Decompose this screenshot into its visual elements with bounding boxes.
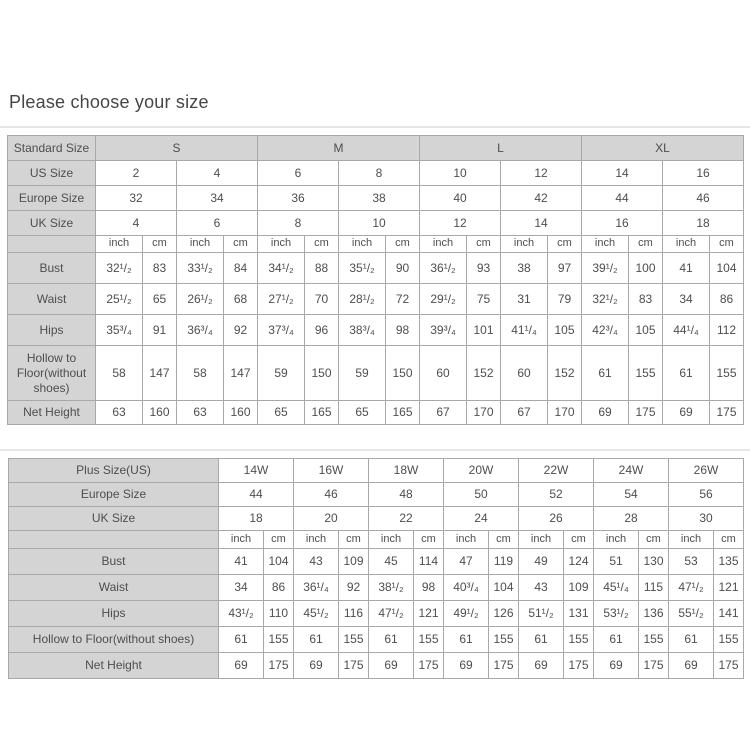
measure-value: 175	[414, 653, 444, 679]
measure-value: 84	[224, 253, 258, 284]
measure-value: 83	[629, 284, 663, 315]
measure-value: 58	[96, 346, 143, 401]
measure-value: 65	[258, 401, 305, 425]
unit-header-cm: cm	[305, 236, 339, 253]
measure-value: 26¹/₂	[177, 284, 224, 315]
measure-value: 131	[564, 601, 594, 627]
measure-value: 115	[639, 575, 669, 601]
size-value: 38	[339, 186, 420, 211]
size-value: 34	[177, 186, 258, 211]
size-value: 12	[420, 211, 501, 236]
size-value: 18W	[369, 459, 444, 483]
measure-value: 63	[96, 401, 143, 425]
measure-value: 119	[489, 549, 519, 575]
measure-value: 92	[339, 575, 369, 601]
measure-value: 112	[710, 315, 744, 346]
measure-value: 104	[710, 253, 744, 284]
size-row-label: Europe Size	[8, 186, 96, 211]
measure-value: 155	[264, 627, 294, 653]
size-value: 26W	[669, 459, 744, 483]
measure-row-label: Hips	[9, 601, 219, 627]
unit-header-cm: cm	[224, 236, 258, 253]
measure-value: 160	[224, 401, 258, 425]
measure-value: 93	[467, 253, 501, 284]
measure-value: 175	[710, 401, 744, 425]
size-value: 40	[420, 186, 501, 211]
unit-row-label	[8, 236, 96, 253]
measure-value: 155	[339, 627, 369, 653]
measure-value: 79	[548, 284, 582, 315]
measure-value: 25¹/₂	[96, 284, 143, 315]
size-group-header: S	[96, 136, 258, 161]
measure-value: 114	[414, 549, 444, 575]
size-value: 10	[339, 211, 420, 236]
measure-value: 32¹/₂	[582, 284, 629, 315]
measure-row-label: Waist	[9, 575, 219, 601]
measure-value: 33¹/₂	[177, 253, 224, 284]
measure-value: 47¹/₂	[369, 601, 414, 627]
unit-header-inch: inch	[339, 236, 386, 253]
measure-value: 69	[594, 653, 639, 679]
size-value: 4	[177, 161, 258, 186]
unit-header-cm: cm	[564, 531, 594, 549]
measure-value: 41	[663, 253, 710, 284]
measure-value: 86	[710, 284, 744, 315]
measure-value: 43	[519, 575, 564, 601]
size-value: 56	[669, 483, 744, 507]
measure-value: 61	[369, 627, 414, 653]
unit-header-cm: cm	[548, 236, 582, 253]
measure-value: 61	[444, 627, 489, 653]
measure-value: 86	[264, 575, 294, 601]
unit-header-inch: inch	[519, 531, 564, 549]
size-value: 30	[669, 507, 744, 531]
measure-value: 126	[489, 601, 519, 627]
measure-value: 61	[219, 627, 264, 653]
measure-value: 175	[489, 653, 519, 679]
measure-value: 41	[219, 549, 264, 575]
measure-value: 69	[294, 653, 339, 679]
unit-header-inch: inch	[663, 236, 710, 253]
measure-value: 92	[224, 315, 258, 346]
measure-value: 155	[710, 346, 744, 401]
measure-value: 175	[629, 401, 663, 425]
measure-value: 116	[339, 601, 369, 627]
measure-value: 83	[143, 253, 177, 284]
measure-value: 60	[501, 346, 548, 401]
size-value: 16W	[294, 459, 369, 483]
measure-value: 65	[143, 284, 177, 315]
size-row-label: Plus Size(US)	[9, 459, 219, 483]
unit-header-inch: inch	[96, 236, 143, 253]
unit-header-inch: inch	[219, 531, 264, 549]
measure-value: 109	[339, 549, 369, 575]
size-value: 14	[501, 211, 582, 236]
unit-header-cm: cm	[414, 531, 444, 549]
size-value: 36	[258, 186, 339, 211]
unit-header-inch: inch	[582, 236, 629, 253]
measure-value: 31	[501, 284, 548, 315]
size-value: 18	[663, 211, 744, 236]
measure-value: 98	[414, 575, 444, 601]
measure-value: 51	[594, 549, 639, 575]
measure-value: 160	[143, 401, 177, 425]
measure-value: 68	[224, 284, 258, 315]
measure-value: 47¹/₂	[669, 575, 714, 601]
measure-value: 175	[339, 653, 369, 679]
measure-value: 61	[519, 627, 564, 653]
measure-value: 152	[467, 346, 501, 401]
unit-header-cm: cm	[467, 236, 501, 253]
measure-value: 150	[386, 346, 420, 401]
unit-header-cm: cm	[710, 236, 744, 253]
measure-value: 34	[219, 575, 264, 601]
measure-value: 69	[582, 401, 629, 425]
measure-value: 39³/₄	[420, 315, 467, 346]
measure-value: 90	[386, 253, 420, 284]
measure-value: 165	[305, 401, 339, 425]
unit-row-label	[9, 531, 219, 549]
size-value: 42	[501, 186, 582, 211]
size-value: 46	[663, 186, 744, 211]
measure-value: 32¹/₂	[96, 253, 143, 284]
unit-header-inch: inch	[177, 236, 224, 253]
measure-value: 155	[414, 627, 444, 653]
measure-value: 69	[369, 653, 414, 679]
size-value: 20W	[444, 459, 519, 483]
measure-value: 105	[629, 315, 663, 346]
measure-value: 39¹/₂	[582, 253, 629, 284]
measure-value: 63	[177, 401, 224, 425]
standard-size-table	[7, 135, 744, 425]
divider-line	[0, 449, 750, 451]
measure-value: 88	[305, 253, 339, 284]
unit-header-inch: inch	[594, 531, 639, 549]
measure-value: 100	[629, 253, 663, 284]
measure-value: 49¹/₂	[444, 601, 489, 627]
size-value: 8	[258, 211, 339, 236]
measure-value: 34	[663, 284, 710, 315]
measure-row-label: Hips	[8, 315, 96, 346]
measure-value: 69	[519, 653, 564, 679]
measure-value: 136	[639, 601, 669, 627]
measure-value: 45¹/₄	[594, 575, 639, 601]
group-row-label: Standard Size	[8, 136, 96, 161]
measure-value: 53¹/₂	[594, 601, 639, 627]
size-group-header: XL	[582, 136, 744, 161]
size-value: 6	[177, 211, 258, 236]
measure-value: 155	[714, 627, 744, 653]
measure-value: 37³/₄	[258, 315, 305, 346]
measure-value: 165	[386, 401, 420, 425]
size-value: 12	[501, 161, 582, 186]
measure-value: 147	[143, 346, 177, 401]
measure-value: 61	[663, 346, 710, 401]
measure-value: 121	[414, 601, 444, 627]
size-value: 46	[294, 483, 369, 507]
measure-value: 38	[501, 253, 548, 284]
measure-value: 43	[294, 549, 339, 575]
measure-value: 175	[564, 653, 594, 679]
measure-value: 36¹/₄	[294, 575, 339, 601]
measure-value: 97	[548, 253, 582, 284]
measure-value: 150	[305, 346, 339, 401]
size-value: 50	[444, 483, 519, 507]
size-group-header: L	[420, 136, 582, 161]
measure-value: 175	[264, 653, 294, 679]
size-value: 32	[96, 186, 177, 211]
size-value: 20	[294, 507, 369, 531]
measure-value: 96	[305, 315, 339, 346]
plus-size-table	[8, 458, 744, 679]
unit-header-inch: inch	[501, 236, 548, 253]
measure-value: 170	[467, 401, 501, 425]
measure-value: 53	[669, 549, 714, 575]
unit-header-cm: cm	[339, 531, 369, 549]
size-value: 2	[96, 161, 177, 186]
measure-value: 36³/₄	[177, 315, 224, 346]
size-value: 26	[519, 507, 594, 531]
unit-header-inch: inch	[669, 531, 714, 549]
measure-value: 27¹/₂	[258, 284, 305, 315]
measure-value: 40³/₄	[444, 575, 489, 601]
measure-value: 104	[264, 549, 294, 575]
measure-value: 135	[714, 549, 744, 575]
measure-value: 75	[467, 284, 501, 315]
unit-header-inch: inch	[369, 531, 414, 549]
size-value: 14W	[219, 459, 294, 483]
unit-header-inch: inch	[444, 531, 489, 549]
measure-value: 110	[264, 601, 294, 627]
measure-value: 70	[305, 284, 339, 315]
measure-value: 155	[564, 627, 594, 653]
size-value: 8	[339, 161, 420, 186]
unit-header-cm: cm	[489, 531, 519, 549]
measure-value: 155	[639, 627, 669, 653]
measure-value: 43¹/₂	[219, 601, 264, 627]
measure-value: 67	[420, 401, 467, 425]
unit-header-inch: inch	[258, 236, 305, 253]
measure-value: 61	[582, 346, 629, 401]
measure-row-label: Hollow to Floor(without shoes)	[9, 627, 219, 653]
measure-value: 175	[639, 653, 669, 679]
size-value: 52	[519, 483, 594, 507]
size-row-label: UK Size	[9, 507, 219, 531]
unit-header-inch: inch	[294, 531, 339, 549]
measure-value: 104	[489, 575, 519, 601]
unit-header-inch: inch	[420, 236, 467, 253]
size-value: 54	[594, 483, 669, 507]
measure-value: 61	[669, 627, 714, 653]
measure-value: 155	[489, 627, 519, 653]
measure-value: 51¹/₂	[519, 601, 564, 627]
measure-value: 69	[444, 653, 489, 679]
measure-value: 41¹/₄	[501, 315, 548, 346]
measure-value: 130	[639, 549, 669, 575]
measure-value: 44¹/₄	[663, 315, 710, 346]
measure-value: 58	[177, 346, 224, 401]
measure-value: 36¹/₂	[420, 253, 467, 284]
size-value: 24W	[594, 459, 669, 483]
measure-row-label: Net Height	[8, 401, 96, 425]
measure-value: 55¹/₂	[669, 601, 714, 627]
measure-value: 67	[501, 401, 548, 425]
size-value: 44	[219, 483, 294, 507]
measure-value: 42³/₄	[582, 315, 629, 346]
measure-value: 61	[594, 627, 639, 653]
measure-value: 91	[143, 315, 177, 346]
measure-value: 49	[519, 549, 564, 575]
size-row-label: US Size	[8, 161, 96, 186]
unit-header-cm: cm	[714, 531, 744, 549]
measure-value: 47	[444, 549, 489, 575]
measure-value: 69	[669, 653, 714, 679]
size-row-label: Europe Size	[9, 483, 219, 507]
measure-row-label: Net Height	[9, 653, 219, 679]
measure-value: 59	[339, 346, 386, 401]
measure-value: 59	[258, 346, 305, 401]
size-value: 48	[369, 483, 444, 507]
measure-value: 65	[339, 401, 386, 425]
unit-header-cm: cm	[639, 531, 669, 549]
size-value: 18	[219, 507, 294, 531]
measure-value: 175	[714, 653, 744, 679]
measure-value: 35³/₄	[96, 315, 143, 346]
measure-value: 29¹/₂	[420, 284, 467, 315]
size-value: 24	[444, 507, 519, 531]
measure-value: 60	[420, 346, 467, 401]
measure-value: 45¹/₂	[294, 601, 339, 627]
size-value: 16	[663, 161, 744, 186]
measure-value: 121	[714, 575, 744, 601]
size-value: 6	[258, 161, 339, 186]
size-value: 10	[420, 161, 501, 186]
measure-value: 170	[548, 401, 582, 425]
measure-value: 101	[467, 315, 501, 346]
unit-header-cm: cm	[264, 531, 294, 549]
size-value: 22W	[519, 459, 594, 483]
unit-header-cm: cm	[386, 236, 420, 253]
size-value: 4	[96, 211, 177, 236]
measure-value: 45	[369, 549, 414, 575]
measure-row-label: Bust	[8, 253, 96, 284]
size-group-header: M	[258, 136, 420, 161]
measure-value: 141	[714, 601, 744, 627]
measure-row-label: Waist	[8, 284, 96, 315]
measure-value: 105	[548, 315, 582, 346]
measure-row-label: Hollow to Floor(without shoes)	[8, 346, 96, 401]
page-title: Please choose your size	[9, 92, 209, 112]
measure-value: 147	[224, 346, 258, 401]
measure-row-label: Bust	[9, 549, 219, 575]
measure-value: 72	[386, 284, 420, 315]
size-value: 28	[594, 507, 669, 531]
size-value: 44	[582, 186, 663, 211]
measure-value: 34¹/₂	[258, 253, 305, 284]
measure-value: 124	[564, 549, 594, 575]
measure-value: 152	[548, 346, 582, 401]
measure-value: 109	[564, 575, 594, 601]
measure-value: 38¹/₂	[369, 575, 414, 601]
measure-value: 69	[663, 401, 710, 425]
measure-value: 98	[386, 315, 420, 346]
size-value: 14	[582, 161, 663, 186]
measure-value: 61	[294, 627, 339, 653]
measure-value: 28¹/₂	[339, 284, 386, 315]
unit-header-cm: cm	[143, 236, 177, 253]
measure-value: 38³/₄	[339, 315, 386, 346]
size-row-label: UK Size	[8, 211, 96, 236]
measure-value: 35¹/₂	[339, 253, 386, 284]
size-value: 16	[582, 211, 663, 236]
divider-line	[0, 126, 750, 128]
size-value: 22	[369, 507, 444, 531]
measure-value: 69	[219, 653, 264, 679]
measure-value: 155	[629, 346, 663, 401]
unit-header-cm: cm	[629, 236, 663, 253]
